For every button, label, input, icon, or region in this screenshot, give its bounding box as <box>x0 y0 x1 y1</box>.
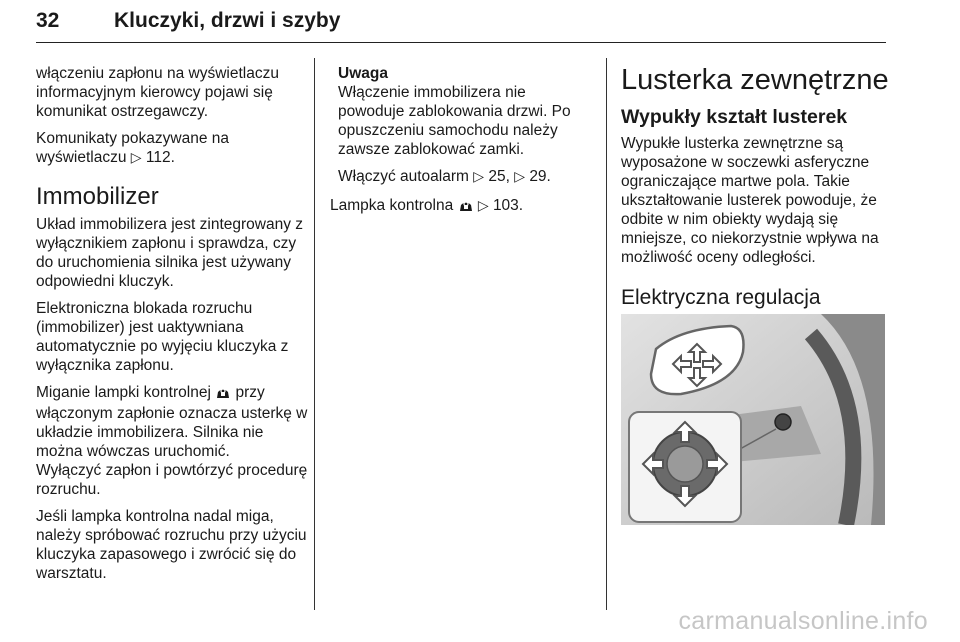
column-left <box>36 64 308 591</box>
header-rule <box>36 42 886 43</box>
paragraph-text: Komunikaty pokazywane na wyświetlaczu <box>36 130 230 166</box>
paragraph <box>330 196 592 217</box>
note-text: Włączenie immobilizera nie powoduje zablokowania drzwi. Po opuszczeniu samochodu należy zawsze zablokować zamki. <box>338 84 571 158</box>
watermark: carmanualsonline.info <box>678 607 928 635</box>
paragraph: Układ immobilizera jest zintegrowany z wyłącznikiem zapłonu i sprawdza, czy do uruchomienia silnika jest używany odpowiedni kluczyk. <box>36 216 304 290</box>
column-middle <box>330 64 592 225</box>
paragraph <box>36 383 308 499</box>
note-box <box>330 64 592 186</box>
subsection-heading: Elektryczna regulacja <box>621 286 821 309</box>
column-right <box>621 64 889 315</box>
section-heading: Lusterka zewnętrzne <box>621 64 889 96</box>
page-ref-arrow-icon: ▷ <box>130 149 142 165</box>
page-ref-arrow-icon: ▷ <box>477 197 489 213</box>
page-ref[interactable]: 29. <box>529 168 551 185</box>
immobilizer-lamp-icon <box>215 385 231 404</box>
paragraph-text: Włączyć autoalarm <box>338 168 469 185</box>
paragraph: Elektroniczna blokada rozruchu (immobilizer) jest uaktywniana automatycznie po wyjęciu kluczyka z wyłącznika zapłonu. <box>36 300 289 374</box>
page-ref[interactable]: 25, <box>488 168 510 185</box>
page-ref-arrow-icon: ▷ <box>514 168 525 184</box>
note-title: Uwaga <box>338 65 388 82</box>
paragraph-text: Lampka kontrolna <box>330 197 454 214</box>
paragraph <box>36 129 308 167</box>
section-heading: Immobilizer <box>36 183 159 210</box>
paragraph: Wypukłe lusterka zewnętrzne są wyposażone w soczewki asferyczne ograniczające martwe pola. Takie ukształtowanie lusterek powoduje, że odbite w nim obiekty wydają się mniejsze, co niekorzystnie wpływa na możliwość oceny odległości. <box>621 135 879 266</box>
page-ref[interactable]: 103. <box>492 197 524 214</box>
page-number: 32 <box>36 9 60 32</box>
paragraph: Jeśli lampka kontrolna nadal miga, należy spróbować rozruchu przy użyciu kluczyka zapasowego i zwrócić się do warsztatu. <box>36 508 307 582</box>
page-ref-arrow-icon: ▷ <box>473 168 485 184</box>
page-ref[interactable]: 112. <box>145 149 175 166</box>
paragraph-text: przy włączonym zapłonie oznacza usterkę w układzie immobilizera. Silnika nie można wówczas uruchomić. <box>36 384 308 460</box>
paragraph <box>338 167 592 186</box>
column-divider-2 <box>606 58 607 610</box>
subsection-heading: Wypukły kształt lusterek <box>621 106 848 128</box>
page-header <box>36 6 886 46</box>
mirror-adjustment-illustration <box>621 314 885 525</box>
paragraph-text: Miganie lampki kontrolnej <box>36 384 211 401</box>
paragraph: włączeniu zapłonu na wyświetlaczu informacyjnym kierowcy pojawi się komunikat ostrzegawczy. <box>36 65 279 120</box>
immobilizer-lamp-icon <box>458 198 474 217</box>
chapter-title: Kluczyki, drzwi i szyby <box>114 9 341 32</box>
paragraph-text: Wyłączyć zapłon i powtórzyć procedurę rozruchu. <box>36 462 308 498</box>
column-divider-1 <box>314 58 315 610</box>
